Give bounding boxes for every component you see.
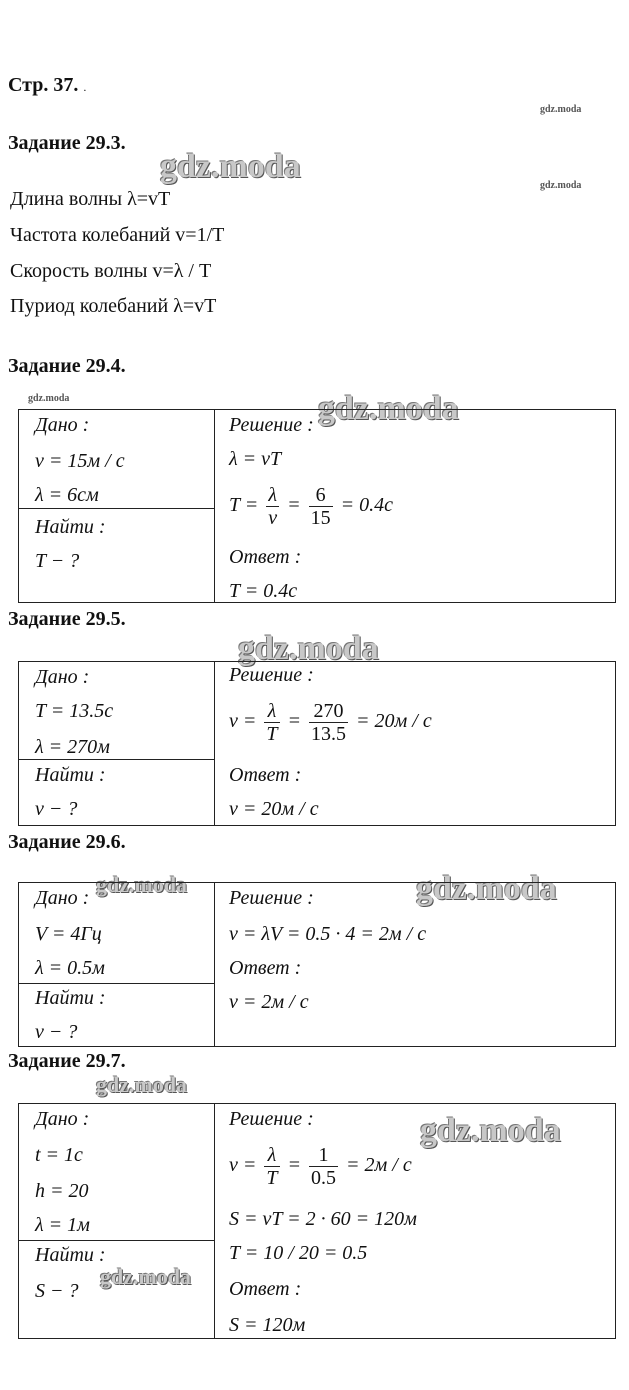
given-value: λ = 1м (35, 1214, 90, 1236)
find-label: Найти : (35, 764, 106, 786)
watermark: gdz.moda (420, 1112, 561, 1149)
answer-label: Ответ : (229, 1278, 302, 1300)
given-value: λ = 270м (35, 736, 110, 758)
find-label: Найти : (35, 987, 106, 1009)
task-table-29-6 (18, 882, 616, 1047)
solution-formula: T = $\frac{\lambda}{v}$ = $\frac{6}{15}$ = 0.4c (229, 484, 394, 529)
watermark: gdz.moda (96, 872, 188, 897)
watermark: gdz.moda (100, 1264, 192, 1289)
given-value: v = 15м / c (35, 450, 125, 472)
solution-line: v = λV = 0.5 · 4 = 2м / c (229, 923, 427, 945)
watermark: gdz.moda (416, 870, 557, 907)
task-heading-29-4: Задание 29.4. (8, 355, 126, 377)
find-value: v − ? (35, 798, 78, 820)
fraction: $\frac{\lambda}{T}$ (266, 700, 278, 745)
given-value: V = 4Гц (35, 923, 102, 945)
watermark: gdz.moda (540, 104, 582, 115)
solution-line: T = 10 / 20 = 0.5 (229, 1242, 368, 1264)
task-table-29-4 (18, 409, 616, 603)
fraction: $\frac{6}{15}$ (310, 484, 331, 529)
given-label: Дано : (35, 414, 90, 436)
definition-line: Скорость волны v=λ / T (10, 260, 212, 282)
answer-label: Ответ : (229, 957, 302, 979)
fraction: $\frac{270}{13.5}$ (311, 700, 346, 745)
answer-label: Ответ : (229, 764, 302, 786)
fraction: $\frac{1}{0.5}$ (311, 1144, 336, 1189)
find-label: Найти : (35, 516, 106, 538)
solution-formula: v = $\frac{\lambda}{T}$ = $\frac{1}{0.5}$ = 2м / c (229, 1144, 412, 1189)
watermark: gdz.moda (96, 1072, 188, 1097)
task-table-29-5 (18, 661, 616, 826)
answer-value: S = 120м (229, 1314, 306, 1336)
solution-line: λ = vT (229, 448, 282, 470)
watermark: gdz.moda (540, 180, 582, 191)
task-heading-29-3: Задание 29.3. (8, 132, 126, 154)
solution-label: Решение : (229, 1108, 314, 1130)
fraction: $\frac{\lambda}{v}$ (268, 484, 278, 529)
given-label: Дано : (35, 666, 90, 688)
watermark: gdz.moda (238, 630, 379, 667)
definition-line: Длина волны λ=vT (10, 188, 171, 210)
given-label: Дано : (35, 887, 90, 909)
answer-value: T = 0.4c (229, 580, 298, 602)
given-label: Дано : (35, 1108, 90, 1130)
find-label: Найти : (35, 1244, 106, 1266)
given-value: λ = 0.5м (35, 957, 105, 979)
watermark: gdz.moda (318, 390, 459, 427)
task-heading-29-7: Задание 29.7. (8, 1050, 126, 1072)
watermark: gdz.moda (160, 148, 301, 185)
find-value: v − ? (35, 1021, 78, 1043)
find-value: T − ? (35, 550, 80, 572)
given-value: t = 1c (35, 1144, 83, 1166)
given-value: h = 20 (35, 1180, 89, 1202)
answer-label: Ответ : (229, 546, 302, 568)
solution-line: S = vT = 2 · 60 = 120м (229, 1208, 417, 1230)
solution-label: Решение : (229, 414, 314, 436)
definition-line: Пуриод колебаний λ=vT (10, 295, 217, 317)
given-value: λ = 6см (35, 484, 99, 506)
task-heading-29-6: Задание 29.6. (8, 831, 126, 853)
fraction: $\frac{\lambda}{T}$ (266, 1144, 278, 1189)
answer-value: v = 2м / c (229, 991, 309, 1013)
page-title: Стр. 37. . (8, 74, 87, 96)
answer-value: v = 20м / c (229, 798, 319, 820)
solution-formula: v = $\frac{\lambda}{T}$ = $\frac{270}{13.5}$ = 20м / c (229, 700, 432, 745)
task-table-29-7 (18, 1103, 616, 1339)
find-value: S − ? (35, 1280, 79, 1302)
solution-label: Решение : (229, 664, 314, 686)
watermark: gdz.moda (28, 393, 70, 404)
solution-label: Решение : (229, 887, 314, 909)
given-value: T = 13.5c (35, 700, 114, 722)
definition-line: Частота колебаний v=1/T (10, 224, 225, 246)
task-heading-29-5: Задание 29.5. (8, 608, 126, 630)
